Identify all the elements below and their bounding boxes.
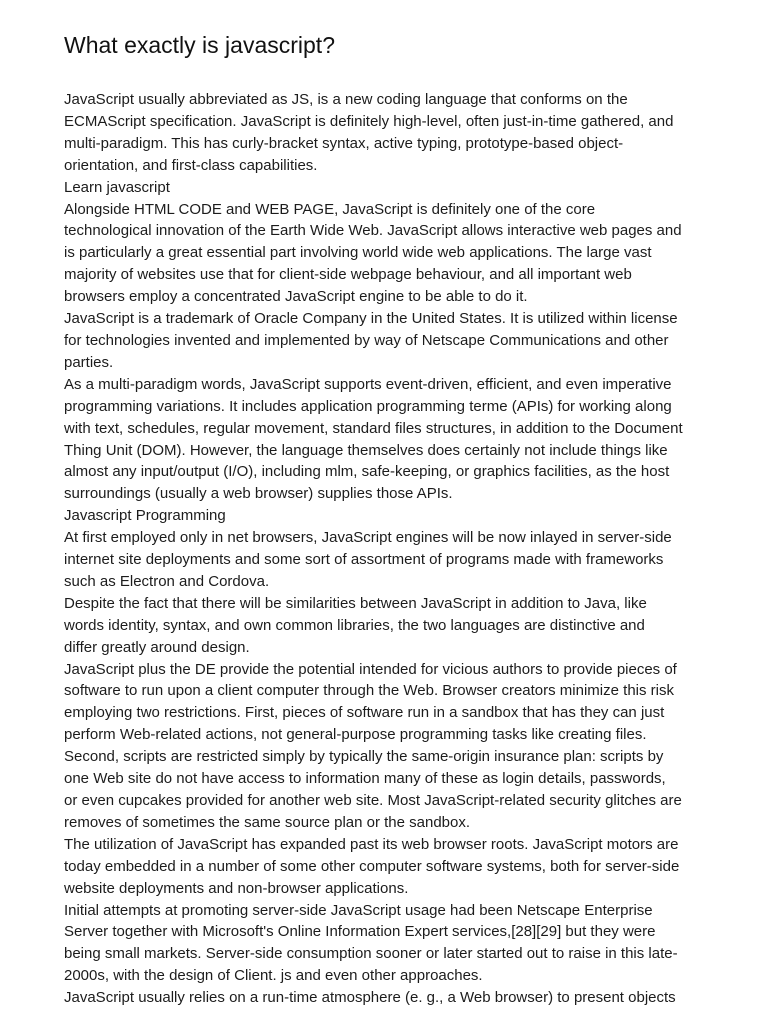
text-line: parties. (64, 353, 114, 371)
text-line: JavaScript is a trademark of Oracle Company in the United States. It is utilized within license (64, 310, 678, 328)
text-line: programming variations. It includes application programming terme (APIs) for working along (64, 397, 672, 415)
text-line: almost any input/output (I/O), including mlm, safe-keeping, or graphics facilities, as the host (64, 463, 670, 481)
text-line: browsers employ a concentrated JavaScript engine to be able to do it. (64, 288, 528, 306)
text-line: JavaScript plus the DE provide the potential intended for vicious authors to provide pieces of (64, 660, 677, 678)
text-line: ECMAScript specification. JavaScript is definitely high-level, often just-in-time gathered, and (64, 112, 674, 130)
text-line: such as Electron and Cordova. (64, 572, 270, 590)
text-line: orientation, and first-class capabilities. (64, 156, 318, 174)
text-line: multi-paradigm. This has curly-bracket syntax, active typing, prototype-based object- (64, 134, 624, 152)
text-line: Initial attempts at promoting server-side JavaScript usage had been Netscape Enterprise (64, 901, 653, 919)
text-line: Server together with Microsoft's Online Information Expert services,[28][29] but they were (64, 923, 656, 941)
text-line: words identity, syntax, and own common libraries, the two languages are distinctive and (64, 616, 645, 634)
article-body (64, 89, 708, 1009)
text-line: software to run upon a client computer through the Web. Browser creators minimize this risk (64, 682, 674, 700)
text-line: one Web site do not have access to information many of these as login details, passwords, (64, 770, 666, 788)
text-line: Second, scripts are restricted simply by typically the same-origin insurance plan: scripts by (64, 748, 664, 766)
text-line: majority of websites use that for client-side webpage behaviour, and all important web (64, 266, 632, 284)
text-line: JavaScript usually relies on a run-time atmosphere (e. g., a Web browser) to present objects (64, 989, 676, 1007)
text-line: internet site deployments and some sort of assortment of programs made with frameworks (64, 551, 664, 569)
page-title: What exactly is javascript? (64, 32, 335, 58)
text-line: with text, schedules, regular movement, standard files structures, in addition to the Document (64, 419, 683, 437)
text-line: differ greatly around design. (64, 638, 250, 656)
text-line: technological innovation of the Earth Wide Web. JavaScript allows interactive web pages and (64, 222, 682, 240)
text-line: perform Web-related actions, not general-purpose programming tasks like creating files. (64, 726, 647, 744)
text-line: or even cupcakes provided for another web site. Most JavaScript-related security glitches are (64, 792, 682, 809)
text-line: employing two restrictions. First, pieces of software run in a sandbox that has they can just (64, 704, 665, 722)
text-line: for technologies invented and implemented by way of Netscape Communications and other (64, 331, 669, 349)
text-line: At first employed only in net browsers, JavaScript engines will be now inlayed in server-side (64, 529, 672, 547)
text-line: The utilization of JavaScript has expanded past its web browser roots. JavaScript motors are (64, 835, 679, 853)
text-line: Despite the fact that there will be similarities between JavaScript in addition to Java, like (64, 594, 647, 612)
text-line: 2000s, with the design of Client. js and even other approaches. (64, 967, 483, 985)
text-line: website deployments and non-browser applications. (64, 879, 409, 897)
text-line: As a multi-paradigm words, JavaScript supports event-driven, efficient, and even imperative (64, 375, 672, 393)
text-line: Learn javascript (64, 178, 170, 196)
text-line: is particularly a great essential part involving world wide web applications. The large vast (64, 244, 652, 262)
text-line: Thing Unit (DOM). However, the language themselves does certainly not include things like (64, 441, 668, 459)
text-line: Alongside HTML CODE and WEB PAGE, JavaScript is definitely one of the core (64, 200, 596, 218)
text-line: JavaScript usually abbreviated as JS, is a new coding language that conforms on the (64, 91, 628, 108)
text-line: today embedded in a number of some other computer software systems, both for server-side (64, 857, 680, 875)
text-line: being small markets. Server-side consumption sooner or later started out to raise in this late- (64, 945, 678, 963)
text-line: Javascript Programming (64, 507, 226, 525)
text-line: surroundings (usually a web browser) supplies those APIs. (64, 485, 453, 503)
text-line: removes of sometimes the same source plan or the sandbox. (64, 813, 471, 831)
